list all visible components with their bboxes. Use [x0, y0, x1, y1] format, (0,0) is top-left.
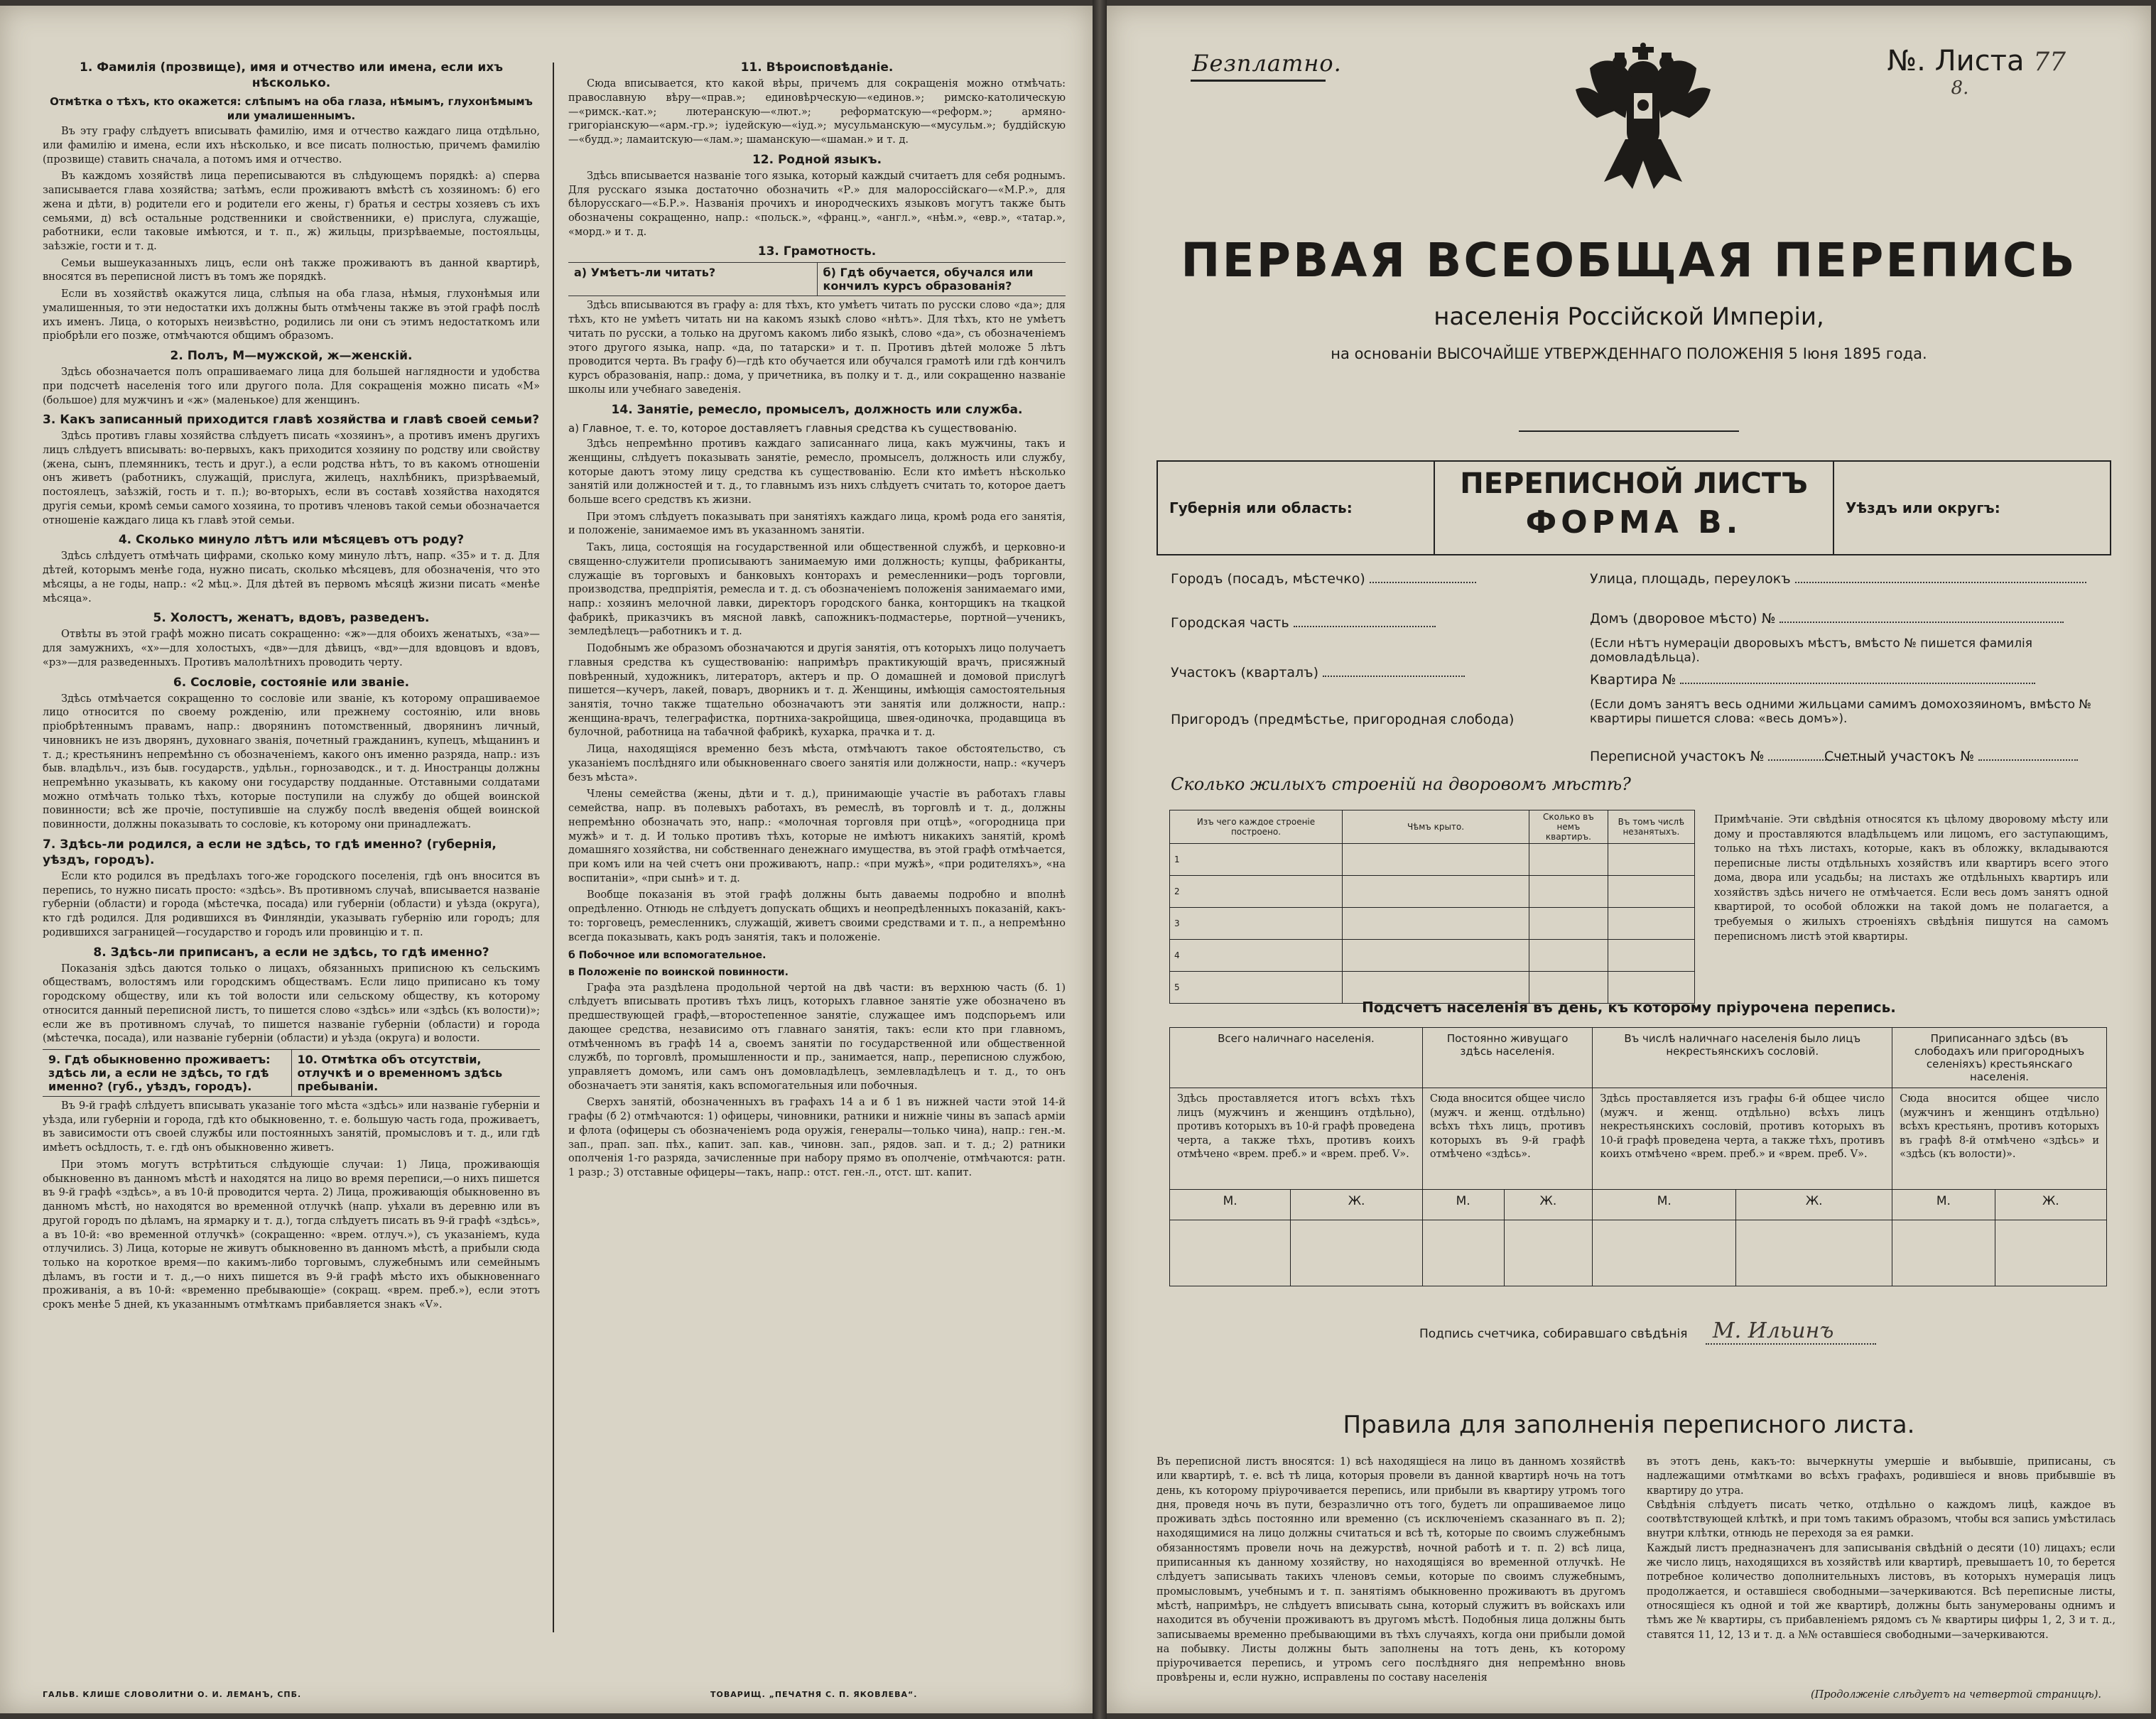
- paragraph: Сверхъ занятій, обозначенныхъ въ графахъ 14 а и б 1 въ нижней части этой 14-й графы (б 2) отмѣчаются: 1) офицеры, чиновники, ратники и нижніе чины въ запасѣ арміи и флота (офицеры съ обозначеніемъ рода оружія, генералы—только чина), напр.: ген.-м. зап., прап. зап. пѣх., капит. зап. кав., чиновн. зап., рядов. зап. и т. д.; 2) ратники ополченія 1-го разряда, зачисленные при набору прямо въ ополченіе, отмѣчаются: ратн. 1 разр.; 3) отставные офицеры—такъ, напр.: отст. ген.-л., отст. шт. капит.: [568, 1097, 1066, 1178]
- printer-imprint: ГАЛЬВ. КЛИШЕ СЛОВОЛИТНИ О. И. ЛЕМАНЪ, СПБ.: [43, 1690, 302, 1699]
- blank-line: [1370, 582, 1476, 583]
- city-part-label: Городская часть: [1171, 615, 1289, 631]
- item-9-title: 9. Гдѣ обыкновенно проживаетъ: здѣсь ли, а если не здѣсь, то гдѣ именно? (губ., уѣздъ, городъ).: [48, 1053, 271, 1094]
- rules-title: Правила для заполненія переписного листа.: [1343, 1411, 1915, 1439]
- blank-line: [1680, 683, 2035, 684]
- row-number: 3: [1170, 908, 1343, 940]
- book-spine: [1093, 0, 1107, 1719]
- paragraph: Если въ хозяйствѣ окажутся лица, слѣпыя на оба глаза, нѣмыя, глухонѣмыя или умалишенныя, то эти недостатки ихъ должны быть отмѣчены также въ этой графѣ послѣ ихъ именъ. Лица, о которыхъ неизвѣстно, родились ли они съ этимъ недостаткомъ или пріобрѣли его позже, отмѣчаются общимъ образомъ.: [43, 288, 540, 342]
- item-14-title: 14. Занятіе, ремесло, промыселъ, должность или служба.: [611, 402, 1023, 417]
- table-row: [1170, 908, 1695, 940]
- paragraph: Графа эта раздѣлена продольной чертой на двѣ части: въ верхнюю часть (б. 1) слѣдуетъ вписывать противъ тѣхъ лицъ, которыхъ главное занятіе уже обозначено въ предшествующей графѣ,—второстепенное занятіе, служащее имъ подспорьемъ или дающее средства, независимо отъ главнаго занятія, такъ: если кто при главномъ, отмѣченномъ въ графѣ 14 а, своемъ занятіи по государственной или общественной службѣ, по торговлѣ, промышленности и пр., занимается, напр., переписною службою, управляетъ домомъ, или самъ онъ домовладѣлецъ, землевладѣлецъ и т. д., то онъ обозначаетъ эти занятія, какъ вспомогательныя или побочныя.: [568, 982, 1066, 1092]
- item-8-title: 8. Здѣсь-ли приписанъ, а если не здѣсь, то гдѣ именно?: [93, 945, 489, 960]
- guberniya-field: Губернія или область:: [1169, 499, 1353, 516]
- sheet-number-handwritten: 77: [2033, 48, 2066, 77]
- sheet-number-label: №. Листа: [1887, 45, 2025, 77]
- street-label: Улица, площадь, переулокъ: [1590, 571, 1791, 587]
- male-label: М.: [1170, 1190, 1291, 1220]
- row-number: 2: [1170, 876, 1343, 908]
- item-10-title: 10. Отмѣтка объ отсутствіи, отлучкѣ и о временномъ здѣсь пребываніи.: [291, 1050, 541, 1096]
- item-1-title: 1. Фамилія (прозвище), имя и отчество или имена, если ихъ нѣсколько.: [80, 60, 503, 91]
- table-cell: [1504, 1220, 1593, 1286]
- paragraph: Такъ, лица, состоящія на государственной или общественной службѣ, и церковно-и священно-служители прописываютъ занимаемую ими должность; купцы, фабриканты, служащіе въ торговыхъ и банковыхъ конторахъ и ремесленники—родъ торговли, производства, предпріятія, ремесла и т. д. съ обозначеніемъ положенія занимаемаго ими, напр.: хозяинъ мелочной лавки, директоръ городского банка, конторщикъ на ткацкой фабрикѣ, приказчикъ въ мясной лавкѣ, сапожникъ-подмастерье, портной—ученикъ, земледѣлецъ—работникъ и т. д.: [568, 542, 1066, 638]
- paragraph: Показанія здѣсь даются только о лицахъ, обязанныхъ приписною къ сельскимъ обществамъ, волостямъ или городскимъ обществамъ. Если лицо приписано къ тому городскому обществу, или къ той волости или сельскому обществу, къ которому относится данный переписной листъ, то пишется слово «здѣсь» или «здѣсь (къ волости)»; если же въ противномъ случаѣ, то пишется названіе губерніи (области) и города (мѣстечка, посада), или названіе губерніи (области) и уѣзда (округа) и волости.: [43, 962, 540, 1045]
- column-description: Здѣсь проставляется итогъ всѣхъ тѣхъ лицъ (мужчинъ и женщинъ отдѣльно), противъ которыхъ въ 10-й графѣ проведена черта, а также тѣхъ, противъ коихъ отмѣчено «врем. преб.» и «врем. преб. V».: [1170, 1088, 1423, 1190]
- counter-signature: М. Ильинъ: [1706, 1318, 1876, 1345]
- paragraph: Лица, находящіяся временно безъ мѣста, отмѣчаютъ такое обстоятельство, съ указаніемъ послѣдняго или обыкновеннаго своего занятія или должности, напр.: «кучеръ безъ мѣста».: [568, 744, 1066, 783]
- paragraph: Вообще показанія въ этой графѣ должны быть даваемы подробно и вполнѣ опредѣленно. Отнюдь не слѣдуетъ допускать общихъ и неопредѣленныхъ показаній, какъ-то: торговецъ, ремесленникъ, служащій, живетъ своими средствами и т. п., а непремѣнно всегда показывать, какъ родъ занятія, такъ и положеніе.: [568, 889, 1066, 943]
- table-row: [1170, 1220, 2107, 1286]
- legal-basis: на основаніи ВЫСОЧАЙШЕ УТВЕРЖДЕННАГО ПОЛОЖЕНІЯ 5 Іюня 1895 года.: [1331, 345, 1927, 362]
- apartment-field: [1590, 672, 2035, 688]
- rules-text-right: въ этотъ день, какъ-то: вычеркнуты умершіе и выбывшіе, приписаны, съ надлежащими отмѣтками во всѣхъ графахъ, родившіеся и вновь прибывшіе въ квартиру до утра. Свѣдѣнія слѣдуетъ писать четко, отдѣльно о каждомъ лицѣ, каждое въ соотвѣтствующей клѣткѣ, и при томъ такимъ образомъ, чтобы вся запись умѣстилась внутри клѣтки, отнюдь не переходя за ея рамки. Каждый листъ предназначенъ для записыванія свѣдѣній о десяти (10) лицахъ; если же число лицъ, находящихся въ хозяйствѣ или квартирѣ, превышаетъ 10, то берется потребное количество дополнительныхъ листовъ, въ которыхъ нумерація лицъ продолжается, и оставшіеся свободными—зачеркиваются. Всѣ переписные листы, относящіеся къ одной и той же квартирѣ, должны быть занумерованы однимъ и тѣмъ же № квартиры, съ прибавленіемъ рядомъ съ № квартиры цифры 1, 2, 3 и т. д., ставятся 11, 12, 13 и т. д. а №№ оставшіеся свободными—зачеркиваются.: [1647, 1456, 2116, 1641]
- count-district-field: [1824, 749, 2078, 764]
- uezd-field: Уѣздъ или округъ:: [1846, 499, 2000, 516]
- census-title: ПЕРВАЯ ВСЕОБЩАЯ ПЕРЕПИСЬ: [1181, 233, 2077, 288]
- column-description: Сюда вносится общее число (мужч. и женщ. отдѣльно) всѣхъ тѣхъ лицъ, противъ которыхъ въ 9-й графѣ отмѣчено «здѣсь».: [1422, 1088, 1592, 1190]
- item-14v: в Положеніе по воинской повинности.: [568, 967, 789, 979]
- house-label: Домъ (дворовое мѣсто) №: [1590, 611, 1776, 627]
- table-cell: [1736, 1220, 1892, 1286]
- instructions-column-1: [43, 55, 540, 1316]
- sheet-number: [1887, 45, 2066, 99]
- form-code: ФОРМА В.: [1525, 504, 1743, 541]
- item-13-title: 13. Грамотность.: [757, 244, 877, 259]
- column-header: Въ томъ числѣ незанятыхъ.: [1608, 810, 1694, 844]
- sheet-number-handwritten-2: 8.: [1951, 77, 1969, 99]
- form-title: ПЕРЕПИСНОЙ ЛИСТЪ: [1460, 467, 1808, 500]
- paragraph: Здѣсь вписывается названіе того языка, который каждый считаетъ для себя роднымъ. Для русскаго языка достаточно обозначить «Р.» для малороссійскаго—«М.Р.», для бѣлорусскаго—«Б.Р.». Названія прочихъ и инородческихъ языковъ могутъ также быть обозначены сокращенно, напр.: «польск.», «франц.», «англ.», «нѣм.», «евр.», «татар.», «морд.» и т. д.: [568, 170, 1066, 238]
- counter-signature-field: [1419, 1318, 1876, 1343]
- paragraph: Здѣсь противъ главы хозяйства слѣдуетъ писать «хозяинъ», а противъ именъ другихъ лицъ слѣдуетъ вписывать: во-первыхъ, какъ приходится хозяину по родству или свойству (жена, сынъ, племянникъ, тесть и друг.), а если родства нѣтъ, то въ какомъ отношеніи онъ живетъ (работникъ, служащій, прислуга, жилецъ, нахлѣбникъ, призрѣваемый, постоялецъ, заѣзжій, гость и т. п.); во-вторыхъ, если въ составѣ хозяйства находятся другія семьи, кромѣ семьи самого хозяина, то противъ членовъ такой семьи обозначается отношеніе каждаго лица къ главѣ этой семьи.: [43, 430, 540, 526]
- divider: [1519, 430, 1739, 432]
- item-4-title: 4. Сколько минуло лѣтъ или мѣсяцевъ отъ роду?: [118, 533, 465, 548]
- paragraph: Семьи вышеуказанныхъ лицъ, если онѣ также проживаютъ въ данной квартирѣ, вносятся въ переписной листъ въ томъ же порядкѣ.: [43, 257, 540, 283]
- paragraph: Если кто родился въ предѣлахъ того-же городского поселенія, гдѣ онъ вносится въ перепись, то нужно писать просто: «здѣсь». Въ противномъ случаѣ, вписывается названіе губерніи (области) и города (мѣстечка, посада) или губерніи (области) и уѣзда (округа), кто гдѣ родился. Для родившихся въ Финляндіи, указывать губернію или городъ; для родившихся заграницей—государство и городъ или провинцію и т. п.: [43, 871, 540, 938]
- district-field: [1171, 665, 1465, 680]
- item-1-subtitle: Отмѣтка о тѣхъ, кто окажется: слѣпымъ на оба глаза, нѣмымъ, глухонѣмымъ или умалишеннымъ.: [50, 95, 533, 122]
- row-number: 4: [1170, 940, 1343, 972]
- female-label: Ж.: [1291, 1190, 1423, 1220]
- column-divider: [553, 63, 554, 1632]
- city-field: [1171, 571, 1476, 587]
- blank-line: [1323, 676, 1465, 677]
- right-page: [1107, 6, 2151, 1713]
- column-description: Здѣсь проставляется изъ графы 6-й общее число (мужч. и женщ. отдѣльно) всѣхъ лицъ некрестьянскихъ сословій, противъ которыхъ въ 10-й графѣ проведена черта, а также тѣхъ, противъ коихъ отмѣчено «врем. преб.» и «врем. преб. V».: [1593, 1088, 1892, 1190]
- table-cell: [1529, 876, 1608, 908]
- table-row: [1170, 844, 1695, 876]
- column-header: Изъ чего каждое строеніе построено.: [1170, 810, 1343, 844]
- continuation-note: (Продолженіе слѣдуетъ на четвертой страницѣ).: [1810, 1689, 2101, 1701]
- left-page: [0, 6, 1093, 1713]
- table-cell: [1343, 940, 1529, 972]
- row-number: 1: [1170, 844, 1343, 876]
- paragraph: Въ эту графу слѣдуетъ вписывать фамилію, имя и отчество каждаго лица отдѣльно, или фамилію и имена, если ихъ нѣсколько, и все писать полностью, причемъ фамилію (прозвище) ставить сначала, а потомъ имя и отчество.: [43, 126, 540, 166]
- population-count-title: Подсчетъ населенія въ день, къ которому пріурочена перепись.: [1362, 999, 1896, 1016]
- table-cell: [1593, 1220, 1736, 1286]
- table-cell: [1529, 844, 1608, 876]
- table-cell: [1343, 876, 1529, 908]
- table-cell: [1608, 876, 1694, 908]
- table-cell: [1170, 1220, 1291, 1286]
- rules-text-left: Въ переписной листъ вносятся: 1) всѣ находящіеся на лицо въ данномъ хозяйствѣ или квартирѣ, т. е. всѣ тѣ лица, которыя провели въ данной квартирѣ ночь на тотъ день, къ которому пріурочивается перепись, или прибыли въ квартиру утромъ того дня, проведя ночь въ пути, безразлично отъ того, будетъ ли опрашиваемое лицо проживать здѣсь постоянно или временно (съ исключеніемъ сказаннаго въ п. 2); находящимися на лицо должны считаться и всѣ тѣ, которые по своимъ служебнымъ обязанностямъ провели ночь на дежурствѣ, ночной работѣ и т. п. 2) всѣ лица, приписанныя къ данному хозяйству, но находящіяся во временной отлучкѣ. Не слѣдуетъ записывать такихъ членовъ семьи, которые по своимъ служебнымъ, промысловымъ, учебнымъ и т. п. занятіямъ обыкновенно проживаютъ въ другомъ мѣстѣ, напримѣръ, не слѣдуетъ вписывать сына, который служитъ въ войскахъ или находится въ обученіи проживаютъ въ другомъ мѣстѣ. Подобныя лица должны быть записываемы временно пребывающими въ тѣхъ случаяхъ, когда они прибыли домой на побывку. Листы должны быть заполнены на тотъ день, къ которому пріурочивается перепись, и утромъ сего послѣдняго дня непремѣнно вновь провѣрены и, если нужно, исправлены по составу населенія: [1156, 1456, 1625, 1684]
- street-field: [1590, 571, 2086, 587]
- table-cell: [1529, 908, 1608, 940]
- press-imprint: ТОВАРИЩ. „ПЕЧАТНЯ С. П. ЯКОВЛЕВА“.: [710, 1690, 918, 1699]
- item-14b: б Побочное или вспомогательное.: [568, 950, 766, 962]
- blank-line: [1978, 759, 2078, 761]
- paragraph: Здѣсь слѣдуетъ отмѣчать цифрами, сколько кому минуло лѣтъ, напр. «35» и т. д. Для дѣтей, которымъ менѣе года, нужно писать, сколько мѣсяцевъ, для обозначенія, что это мѣсяцы, а не годы, напр.: «2 мѣц.». Для дѣтей въ первомъ мѣсяцѣ жизни писать «менѣе мѣсяца».: [43, 551, 540, 604]
- paragraph: Сюда вписывается, кто какой вѣры, причемъ для сокращенія можно отмѣчать: православную вѣру—«прав.»; единовѣрческую—«единов.»; римско-католическую—«римск.-кат.»; лютеранскую—«лют.»; реформатскую—«реформ.»; армяно-григоріанскую—«арм.-гр.»; іудейскую—«іуд.»; мусульманскую—«мусульм.»; буддійскую—«будд.»; ламаитскую—«лам.»; шаманскую—«шаман.» и т. д.: [568, 78, 1066, 146]
- paragraph: Здѣсь обозначается полъ опрашиваемаго лица для большей наглядности и удобства при подсчетѣ населенія того или другого пола. Для сокращенія можно писать «М» (большое) для мужчинъ и «ж» (маленькое) для женщинъ.: [43, 367, 540, 406]
- item-13-subheaders: [568, 262, 1066, 296]
- item-11-title: 11. Вѣроисповѣданіе.: [740, 60, 894, 75]
- table-cell: [1995, 1220, 2106, 1286]
- paragraph: Здѣсь вписываются въ графу а: для тѣхъ, кто умѣетъ читать по русски слово «да»; для тѣхъ, кто не умѣетъ читать ни на какомъ языкѣ слово «нѣтъ». Для тѣхъ, кто не умѣетъ читать по русски, а только на другомъ какомъ либо языкѣ, слово «да», съ обозначеніемъ этого другого языка, напр. «да, по татарски» и т. п. Противъ дѣтей моложе 5 лѣтъ проводится черта. Въ графу б)—гдѣ кто обучается или обучался грамотѣ или гдѣ кончилъ курсъ образованія, напр.: дома, у причетника, въ полку и т. д., или сокращенно названіе школы или учебнаго заведенія.: [568, 300, 1066, 396]
- female-label: Ж.: [1504, 1190, 1593, 1220]
- blank-line: [1294, 626, 1436, 627]
- item-2-title: 2. Полъ, М—мужской, ж—женскій.: [170, 348, 413, 363]
- paragraph: Здѣсь непремѣнно противъ каждаго записаннаго лица, какъ мужчины, такъ и женщины, слѣдуетъ показывать занятіе, ремесло, промыселъ, должность или службу, которые даютъ этому лицу средства къ существованію. Если кто имѣетъ нѣсколько занятій или должностей и т. д., то главнымъ изъ нихъ слѣдуетъ считать то, которое даетъ больше всего средствъ къ жизни.: [568, 438, 1066, 506]
- table-cell: [1608, 908, 1694, 940]
- table-header-row: [1170, 1028, 2107, 1088]
- paragraph: Здѣсь отмѣчается сокращенно то сословіе или званіе, къ которому опрашиваемое лицо относится по своему рожденію, или прежнему состоянію, или вновь пріобрѣтеннымъ правамъ, напр.: дворянинъ потомственный, дворянинъ личный, чиновникъ не изъ дворянъ, духовнаго званія, почетный гражданинъ, купецъ, мѣщанинъ и т. д.; крестьянинъ непремѣнно съ обозначеніемъ, какого онъ именно разряда, напр.: изъ быв. владѣльч., изъ быв. государств., удѣльн., горнозаводск., и т. д. Иностранцы должны непремѣнно указывать, къ какому они государству подданные. Отставными солдатами можно отмѣчать только тѣхъ, которые поступили на службу до общей воинской повинности; всѣ же прочіе, поступившіе на службу послѣ введенія общей воинской повинности, должны показывать то сословіе, къ которому они принадлежатъ.: [43, 693, 540, 831]
- item-13a: а) Умѣетъ-ли читать?: [574, 266, 716, 280]
- form-name: [1434, 462, 1834, 554]
- table-row: [1170, 1088, 2107, 1190]
- column-header: Въ числѣ наличнаго населенія было лицъ некрестьянскихъ сословій.: [1593, 1028, 1892, 1088]
- male-label: М.: [1593, 1190, 1736, 1220]
- buildings-table: [1169, 810, 1695, 1004]
- male-label: М.: [1892, 1190, 1995, 1220]
- column-description: Сюда вносится общее число (мужчинъ и женщинъ отдѣльно) всѣхъ крестьянъ, противъ которыхъ въ графѣ 8-й отмѣчено «здѣсь» и «здѣсь (къ волости)».: [1892, 1088, 2107, 1190]
- table-cell: [1608, 844, 1694, 876]
- blank-line: [1795, 582, 2086, 583]
- column-header: Всего наличнаго населенія.: [1170, 1028, 1423, 1088]
- form-header: [1156, 460, 2111, 555]
- apartment-note: (Если домъ занятъ весь одними жильцами самимъ домохозяиномъ, вмѣсто № квартиры пишется слова: «весь домъ»).: [1590, 698, 2092, 726]
- item-6-title: 6. Сословіе, состояніе или званіе.: [173, 675, 410, 690]
- double-headed-eagle-emblem: [1576, 40, 1711, 203]
- item-12-title: 12. Родной языкъ.: [752, 152, 882, 167]
- table-cell: [1422, 1220, 1504, 1286]
- paragraph: Въ 9-й графѣ слѣдуетъ вписывать указаніе того мѣста «здѣсь» или названіе губерніи и уѣзда, или губерніи и города, гдѣ кто обыкновенно, т. е. большую часть года, проживаетъ, въ зависимости отъ своей службы или постоянныхъ занятій, промысловъ и т. д., или гдѣ имѣетъ осѣдлость, т. е. гдѣ онъ обыкновенно живетъ.: [43, 1100, 540, 1154]
- sex-header-row: [1170, 1190, 2107, 1220]
- table-cell: [1529, 940, 1608, 972]
- paragraph: Члены семейства (жены, дѣти и т. д.), принимающіе участіе въ работахъ главы семейства, напр. въ полевыхъ работахъ, въ ремеслѣ, въ торговлѣ и т. д., должны непремѣнно обозначать это, напр.: «молочная торговля при отцѣ», «огородница при мужѣ» и т. д. И только противъ тѣхъ, которые не имѣютъ никакихъ занятій, кромѣ домашняго хозяйства, ни собственнаго денежнаго имущества, въ этой графѣ отмѣчается, при комъ или на чей счетъ они проживаютъ, напр.: «при мужѣ», «при родителяхъ», «на воспитаніи», «при сынѣ» и т. д.: [568, 788, 1066, 884]
- underline: [1191, 80, 1326, 82]
- census-district-label: Переписной участокъ №: [1590, 749, 1765, 764]
- city-part-field: [1171, 615, 1436, 631]
- male-label: М.: [1422, 1190, 1504, 1220]
- paragraph: Отвѣты въ этой графѣ можно писать сокращенно: «ж»—для обоихъ женатыхъ, «за»—для замужнихъ, «х»—для холостыхъ, «дв»—для дѣвицъ, «вд»—для вдовцовъ и вдовъ, «рз»—для разведенныхъ. Противъ малолѣтнихъ проводить черту.: [43, 629, 540, 668]
- table-row: [1170, 876, 1695, 908]
- population-count-table: [1169, 1027, 2107, 1286]
- paragraph: Въ каждомъ хозяйствѣ лица переписываются въ слѣдующемъ порядкѣ: а) сперва записывается глава хозяйства; затѣмъ, если проживаютъ вмѣстѣ съ хозяиномъ: б) его жена и дѣти, в) родители его и родители его жены, г) братья и сестры хозяевъ съ ихъ семьями, д) всѣ остальные родственники и свойственники, е) прислуга, служащіе, работники, если таковые имѣются, и т. п., ж) жильцы, призрѣваемые, постояльцы, заѣзжіе, гости и т. д.: [43, 170, 540, 252]
- table-cell: [1608, 940, 1694, 972]
- suburb-label: Пригородъ (предмѣстье, пригородная слобода): [1171, 712, 1515, 727]
- item-3-title: 3. Какъ записанный приходится главѣ хозяйства и главѣ своей семьи?: [43, 413, 540, 428]
- female-label: Ж.: [1736, 1190, 1892, 1220]
- paragraph: При этомъ могутъ встрѣтиться слѣдующіе случаи: 1) Лица, проживающія обыкновенно въ данномъ мѣстѣ и находятся на лицо во время переписи,—о нихъ пишется въ 9-й графѣ «здѣсь», а въ 10-й проводится черта. 2) Лица, проживающія обыкновенно въ данномъ мѣстѣ, но находятся во временной отлучкѣ (напр. уѣхали въ деревню или въ другой городъ по дѣламъ, на ярмарку и т. д.), тогда слѣдуетъ писать въ 9-й графѣ «здѣсь», а въ 10-й: «во временной отлучкѣ» (сокращенно: «врем. отлуч.»), съ указаніемъ, куда отлучились. 3) Лица, которые не живутъ обыкновенно въ данномъ мѣстѣ, а прибыли сюда только на короткое время—по какимъ-либо торговымъ, служебнымъ или семейнымъ дѣламъ, въ гости и т. д.,—о нихъ пишется въ 9-й графѣ мѣсто ихъ обыкновеннаго проживанія, а въ 10-й: «временно пребывающіе» (сокращ. «врем. преб.»), если этотъ срокъ менѣе 5 дней, къ указаннымъ отмѣткамъ прибавляется знакъ «V».: [43, 1159, 540, 1311]
- apartment-label: Квартира №: [1590, 672, 1676, 688]
- count-district-label: Счетный участокъ №: [1824, 749, 1975, 764]
- instructions-column-2: [568, 55, 1066, 1183]
- column-header: Чѣмъ крыто.: [1343, 810, 1529, 844]
- buildings-note: Примѣчаніе. Эти свѣдѣнія относятся къ цѣлому дворовому мѣсту или дому и проставляются владѣльцемъ или лицомъ, его заступающимъ, только на тѣхъ листахъ, которые, какъ въ обложку, вкладываются переписные листы отдѣльныхъ хозяйствъ или квартиръ всего этого дома, двора или усадьбы; на листахъ же отдѣльныхъ квартиръ или хозяйствъ здѣсь ничего не отмѣчается. Если весь домъ занятъ одной квартирой, то особой обложки на такой домъ не полагается, а требуемыя о жилыхъ строеніяхъ свѣдѣнія пишутся на самомъ переписномъ листѣ этой квартиры.: [1714, 814, 2108, 943]
- table-cell: [1892, 1220, 1995, 1286]
- paragraph: Подобнымъ же образомъ обозначаются и другія занятія, отъ которыхъ лицо получаетъ главныя средства къ существованію: напримѣръ практикующій врачъ, присяжный повѣренный, художникъ, литераторъ, актеръ и пр. О домашней и домовой прислугѣ пишется—кучеръ, лакей, поваръ, дворникъ и т. д. Женщины, имѣющія самостоятельныя занятія, точно также тщательно обозначаютъ эти занятія или должности, напр.: женщина-врачъ, телеграфистка, портниха-закройщица, швея-одиночка, продавщица въ булочной, работница на табачной фабрикѣ, кухарка, прачка и т. д.: [568, 643, 1066, 739]
- column-header: Сколько въ немъ квартиръ.: [1529, 810, 1608, 844]
- item-14a: а) Главное, т. е. то, которое доставляетъ главныя средства къ существованію.: [568, 421, 1017, 435]
- city-label: Городъ (посадъ, мѣстечко): [1171, 571, 1365, 587]
- house-note: (Если нѣтъ нумераціи дворовыхъ мѣстъ, вмѣсто № пишется фамилія домовладѣльца).: [1590, 636, 2033, 665]
- signature-label: Подпись счетчика, собиравшаго свѣдѣнія: [1419, 1327, 1688, 1341]
- item-7-title: 7. Здѣсь-ли родился, а если не здѣсь, то гдѣ именно? (губернія, уѣздъ, городъ).: [43, 837, 497, 867]
- table-cell: [1343, 908, 1529, 940]
- free-of-charge-label: Безплатно.: [1192, 50, 1342, 77]
- buildings-question: Сколько жилыхъ строеній на дворовомъ мѣстѣ?: [1171, 774, 1631, 794]
- item-5-title: 5. Холостъ, женатъ, вдовъ, разведенъ.: [153, 611, 430, 626]
- table-header-row: [1170, 810, 1695, 844]
- house-field: [1590, 611, 2064, 627]
- blank-line: [1779, 622, 2064, 623]
- census-subtitle: населенія Россійской Имперіи,: [1434, 303, 1824, 331]
- paragraph: При этомъ слѣдуетъ показывать при занятіяхъ каждаго лица, кромѣ рода его занятія, и положеніе, занимаемое имъ въ указанномъ занятіи.: [568, 511, 1066, 537]
- column-header: Приписаннаго здѣсь (въ слободахъ или пригородныхъ селеніяхъ) крестьянскаго населенія.: [1892, 1028, 2107, 1088]
- table-cell: [1291, 1220, 1423, 1286]
- item-13b: б) Гдѣ обучается, обучался или кончилъ курсъ образованія?: [817, 263, 1066, 295]
- column-header: Постоянно живущаго здѣсь населенія.: [1422, 1028, 1592, 1088]
- suburb-field: [1171, 712, 1514, 727]
- table-row: [1170, 940, 1695, 972]
- table-cell: [1343, 844, 1529, 876]
- row-number: 5: [1170, 972, 1343, 1004]
- district-label: Участокъ (кварталъ): [1171, 665, 1319, 680]
- items-9-10-header: [43, 1049, 540, 1097]
- female-label: Ж.: [1995, 1190, 2106, 1220]
